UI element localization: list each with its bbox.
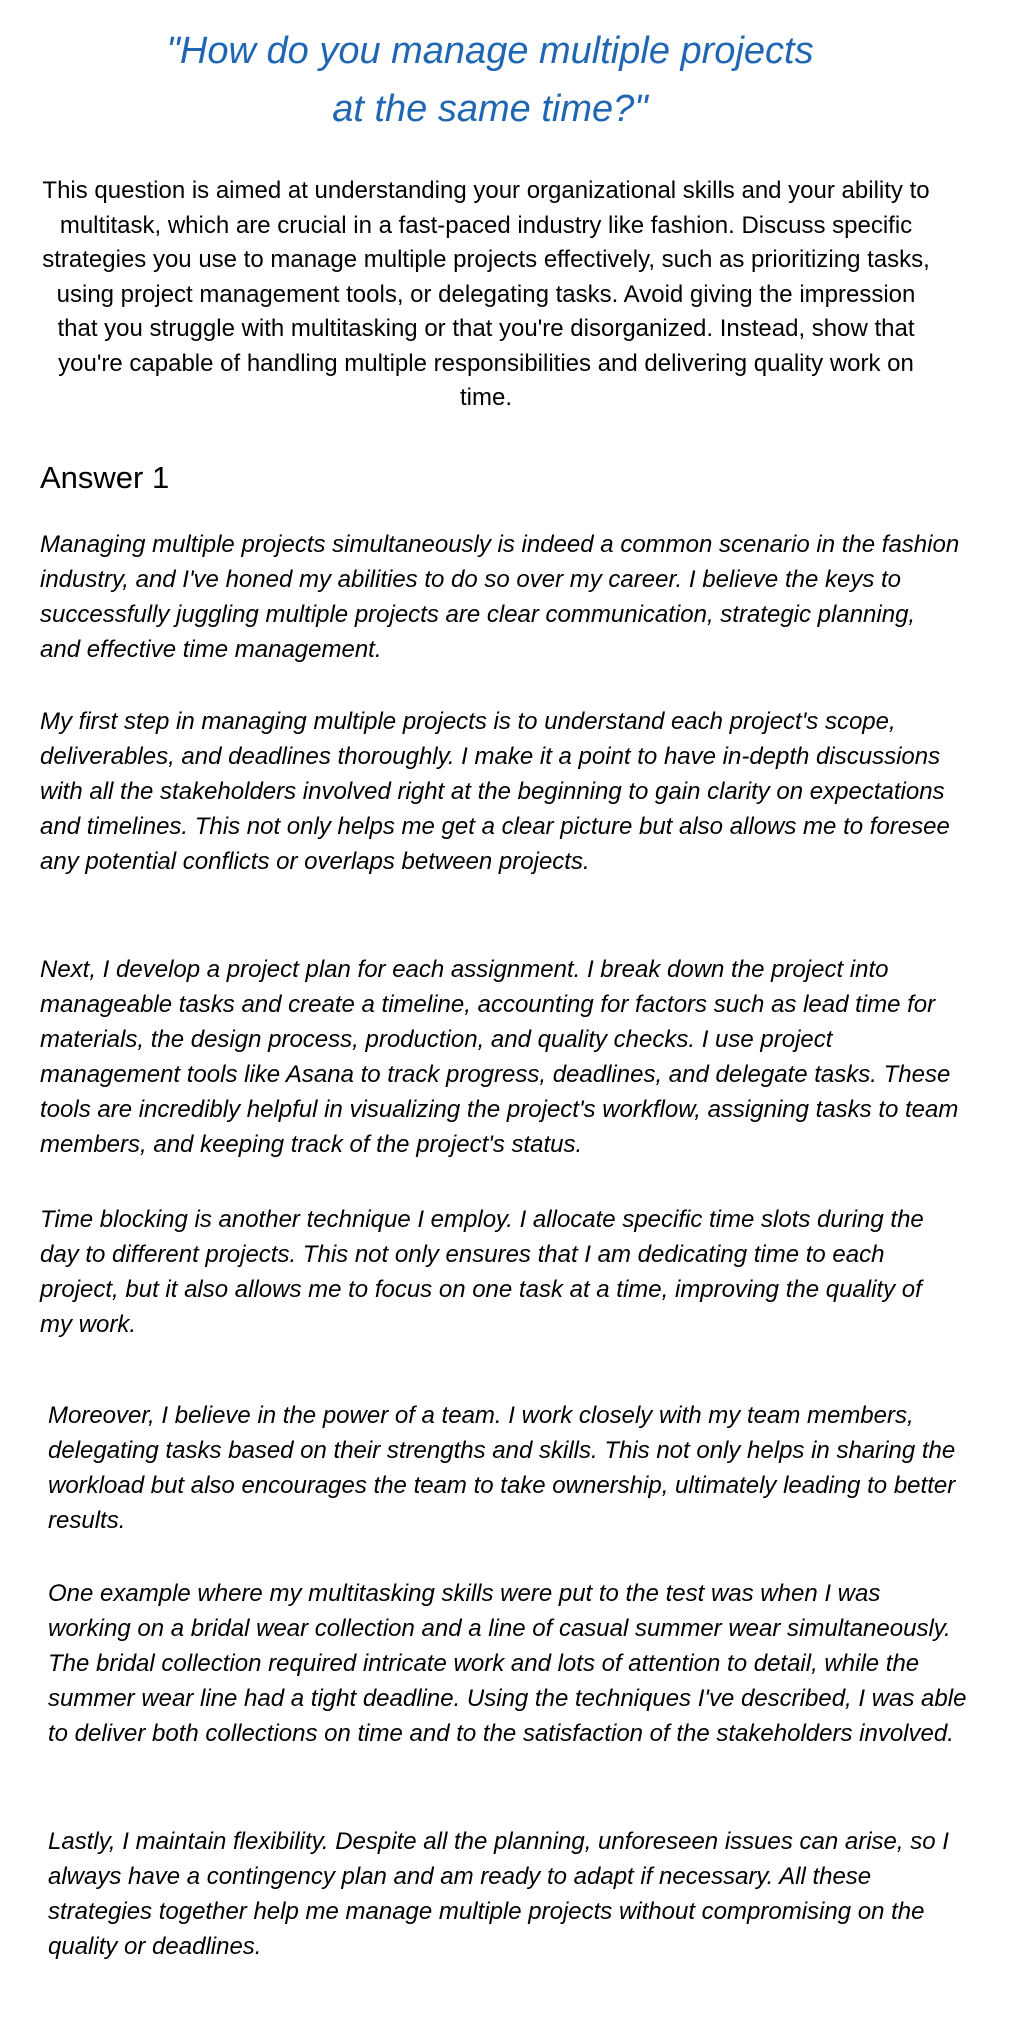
question-title-line-1: "How do you manage multiple projects [166, 30, 814, 72]
question-title-line-2: at the same time?" [332, 88, 648, 130]
answer-paragraph-3: Next, I develop a project plan for each assignment. I break down the project into manageable tasks and create a timeline, accounting for factors such as lead time for materials, the design process, production, and quality checks. I use project management tools like Asana to track progress, deadlines, and delegate tasks. These tools are incredibly helpful in visualizing the project's workflow, assigning tasks to team members, and keeping track of the project's status. [40, 956, 959, 1158]
question-title [40, 22, 940, 138]
answer-paragraph-5: Moreover, I believe in the power of a team. I work closely with my team members, delegating tasks based on their strengths and skills. This not only helps in sharing the workload but also encourages the team to take ownership, ultimately leading to better results. [48, 1402, 956, 1534]
answer-paragraph-1: Managing multiple projects simultaneously is indeed a common scenario in the fashion industry, and I've honed my abilities to do so over my career. I believe the keys to successfully juggling multiple projects are clear communication, strategic planning, and effective time management. [40, 531, 960, 663]
question-explanation: This question is aimed at understanding your organizational skills and your ability to multitask, which are crucial in a fast-paced industry like fashion. Discuss specific strategies you use to manage multiple projects effectively, such as prioritizing tasks, using project management tools, or delegating tasks. Avoid giving the impression that you struggle with multitasking or that you're disorganized. Instead, show that you're capable of handling multiple responsibilities and delivering quality work on time. [42, 177, 930, 411]
answer-paragraph-7: Lastly, I maintain flexibility. Despite all the planning, unforeseen issues can arise, so I always have a contingency plan and am ready to adapt if necessary. All these strategies together help me manage multiple projects without compromising on the quality or deadlines. [48, 1828, 949, 1960]
answer-paragraph-4: Time blocking is another technique I employ. I allocate specific time slots during the day to different projects. This not only ensures that I am dedicating time to each project, but it also allows me to focus on one task at a time, improving the quality of my work. [40, 1206, 924, 1338]
answer-heading: Answer 1 [40, 460, 170, 495]
answer-paragraph-2: My first step in managing multiple projects is to understand each project's scope, deliverables, and deadlines thoroughly. I make it a point to have in-depth discussions with all the stakeholders involved right at the beginning to gain clarity on expectations and timelines. This not only helps me get a clear picture but also allows me to foresee any potential conflicts or overlaps between projects. [40, 708, 950, 875]
answer-paragraph-6: One example where my multitasking skills were put to the test was when I was working on a bridal wear collection and a line of casual summer wear simultaneously. The bridal collection required intricate work and lots of attention to detail, while the summer wear line had a tight deadline. Using the techniques I've described, I was able to deliver both collections on time and to the satisfaction of the stakeholders involved. [48, 1580, 967, 1747]
